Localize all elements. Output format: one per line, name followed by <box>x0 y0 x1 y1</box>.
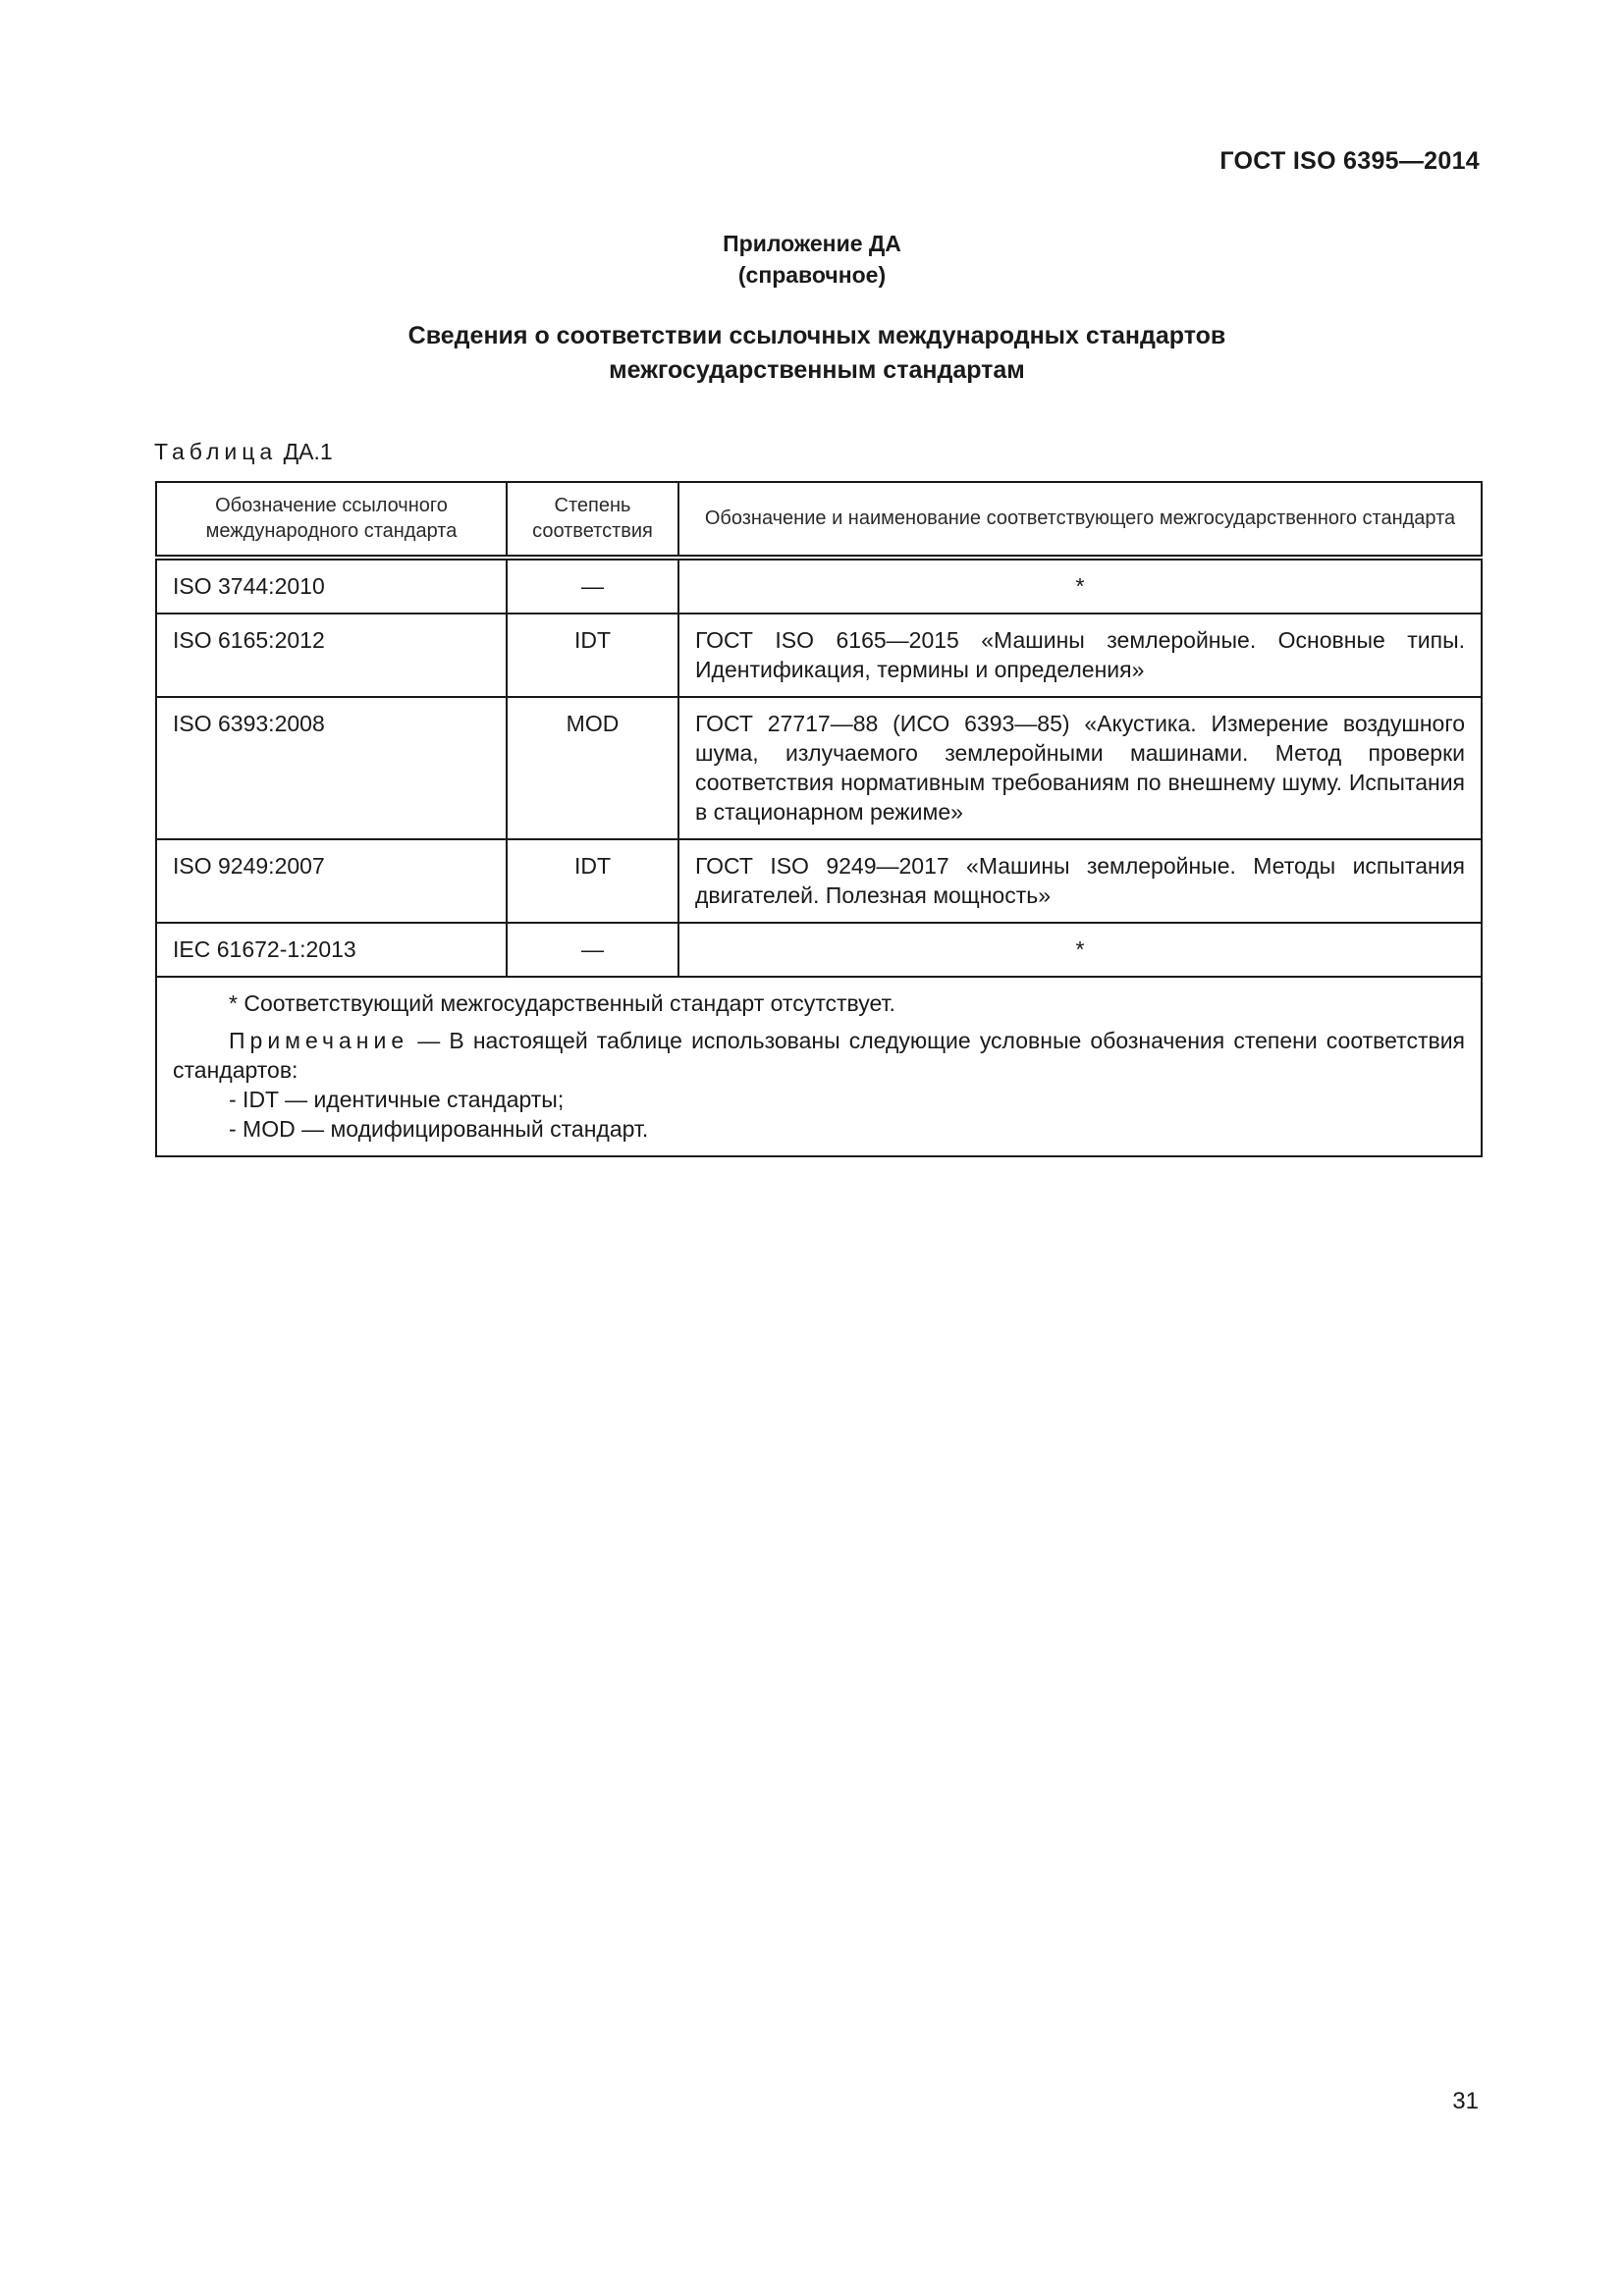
appendix-title: Приложение ДА <box>723 231 901 256</box>
cell-degree: — <box>507 923 678 977</box>
cell-standard: ISO 6165:2012 <box>156 614 507 697</box>
header-degree: Степень соответствия <box>507 482 678 558</box>
cell-degree: IDT <box>507 839 678 923</box>
table-note <box>156 977 1482 1156</box>
table-row <box>156 614 1482 697</box>
note-text: — В настоящей таблице использованы следующие условные обозначения степени соответствия стандартов: <box>173 1028 1465 1083</box>
table-row <box>156 558 1482 614</box>
cell-national: * <box>678 923 1482 977</box>
section-title-line-1: Сведения о соответствии ссылочных международных стандартов <box>407 322 1226 349</box>
table-caption <box>154 439 333 465</box>
appendix-subtitle: (справочное) <box>737 262 887 288</box>
legend-item-idt: - IDT — идентичные стандарты; <box>229 1087 565 1112</box>
document-code: ГОСТ ISO 6395—2014 <box>1219 147 1480 175</box>
page-number: 31 <box>1452 2088 1479 2114</box>
header-national-standard: Обозначение и наименование соответствующего межгосударственного стандарта <box>678 482 1482 558</box>
cell-degree: MOD <box>507 697 678 839</box>
correspondence-table <box>155 481 1483 1157</box>
table-note-row <box>156 977 1482 1156</box>
cell-national: * <box>678 558 1482 614</box>
cell-national: ГОСТ ISO 6165—2015 «Машины землеройные. Основные типы. Идентификация, термины и определения» <box>678 614 1482 697</box>
table-row <box>156 697 1482 839</box>
table-header-row <box>156 482 1482 558</box>
cell-national: ГОСТ ISO 9249—2017 «Машины землеройные. Методы испытания двигателей. Полезная мощность» <box>678 839 1482 923</box>
section-title <box>0 319 1624 388</box>
table-caption-number: ДА.1 <box>283 439 333 464</box>
table-row <box>156 839 1482 923</box>
cell-standard: ISO 9249:2007 <box>156 839 507 923</box>
header-reference-standard: Обозначение ссылочного международного стандарта <box>156 482 507 558</box>
table-note-paragraph <box>173 1026 1465 1085</box>
cell-national: ГОСТ 27717—88 (ИСО 6393—85) «Акустика. Измерение воздушного шума, излучаемого землеройными машинами. Метод проверки соответствия нормативным требованиям по внешнему шуму. Испытания в стационарном режиме» <box>678 697 1482 839</box>
note-label: Примечание <box>229 1028 409 1053</box>
cell-degree: IDT <box>507 614 678 697</box>
section-title-line-2: межгосударственным стандартам <box>609 356 1025 384</box>
table-footnote: * Соответствующий межгосударственный стандарт отсутствует. <box>229 990 895 1016</box>
appendix-heading <box>0 228 1624 291</box>
table-row <box>156 923 1482 977</box>
cell-standard: ISO 3744:2010 <box>156 558 507 614</box>
legend-item-mod: - MOD — модифицированный стандарт. <box>229 1116 649 1142</box>
cell-standard: ISO 6393:2008 <box>156 697 507 839</box>
cell-standard: IEC 61672-1:2013 <box>156 923 507 977</box>
cell-degree: — <box>507 558 678 614</box>
table-caption-prefix: Таблица <box>154 439 278 464</box>
